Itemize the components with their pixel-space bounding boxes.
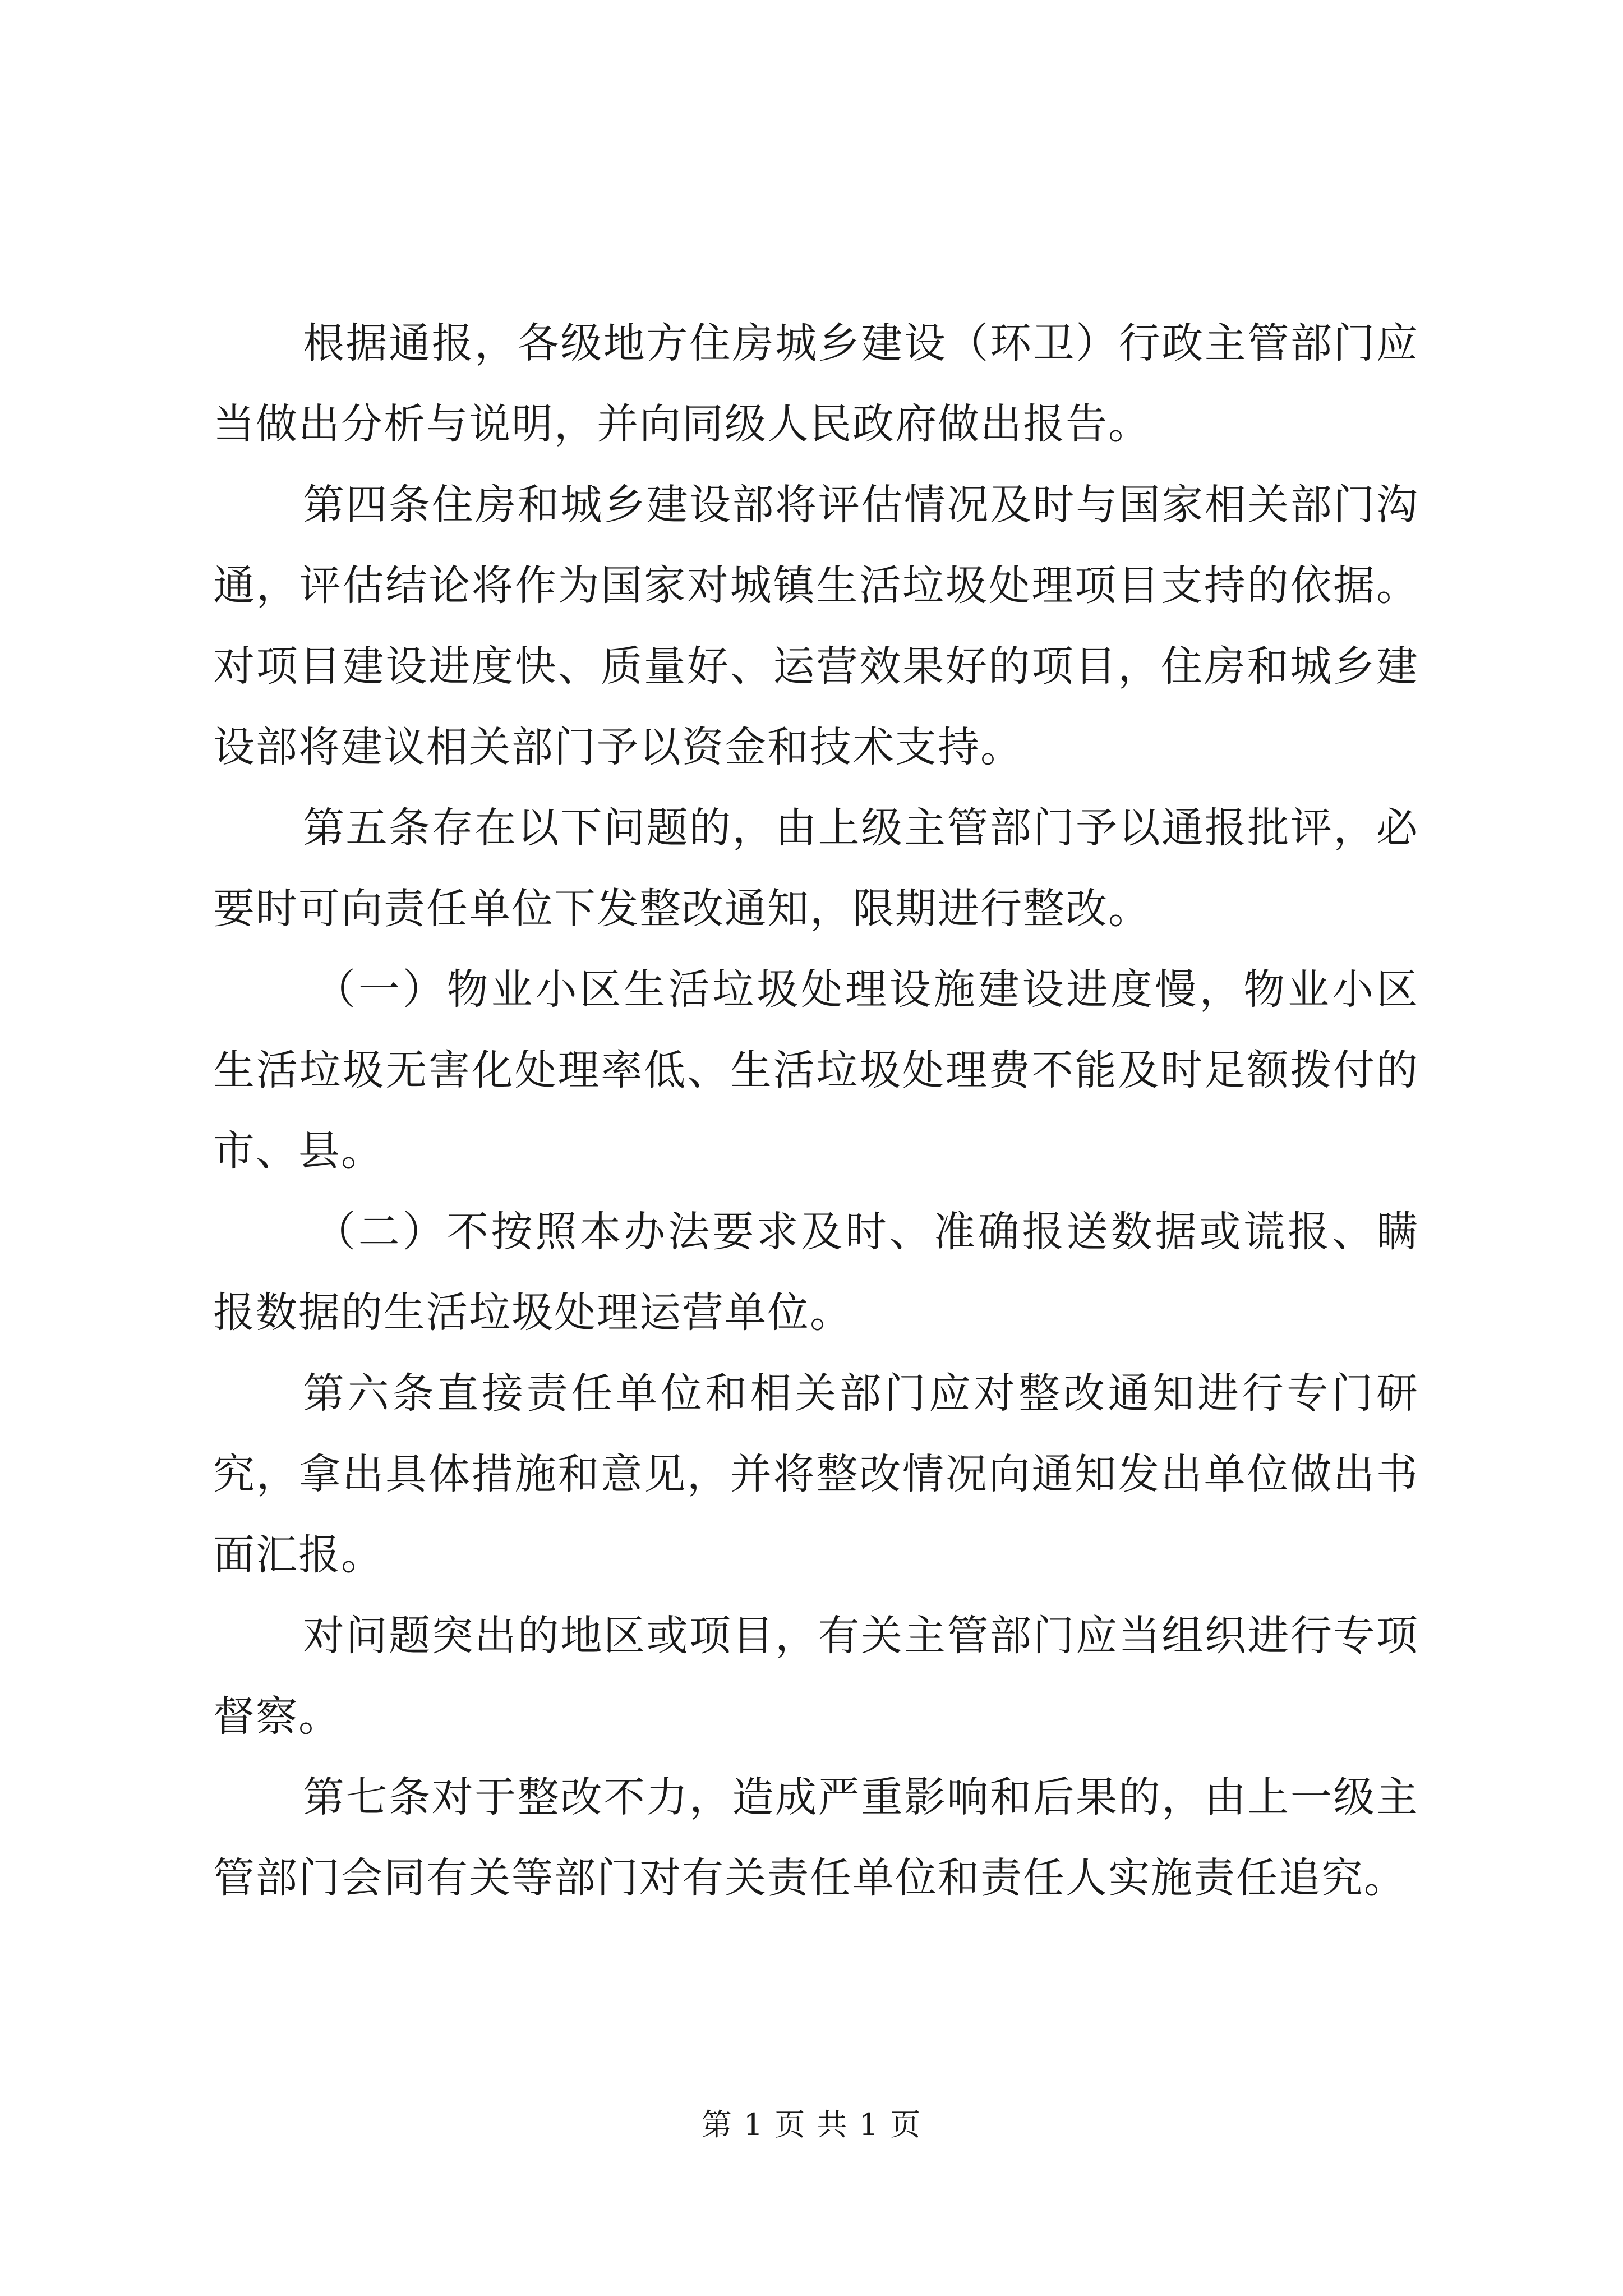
paragraph-inspection: 对问题突出的地区或项目，有关主管部门应当组织进行专项督察。 — [213, 1612, 1419, 1741]
paragraph-item-2: （二）不按照本办法要求及时、准确报送数据或谎报、瞒报数据的生活垃圾处理运营单位。 — [213, 1208, 1419, 1337]
paragraph-article-7: 第七条对于整改不力，造成严重影响和后果的，由上一级主管部门会同有关等部门对有关责任单位和责任人实施责任追究。 — [213, 1773, 1419, 1902]
paragraph-item-1: （一）物业小区生活垃圾处理设施建设进度慢，物业小区生活垃圾无害化处理率低、生活垃圾处理费不能及时足额拨付的市、县。 — [213, 965, 1419, 1175]
paragraph-article-6: 第六条直接责任单位和相关部门应对整改通知进行专门研究，拿出具体措施和意见，并将整改情况向通知发出单位做出书面汇报。 — [213, 1369, 1419, 1579]
paragraph-article-4: 第四条住房和城乡建设部将评估情况及时与国家相关部门沟通，评估结论将作为国家对城镇生活垃圾处理项目支持的依据。对项目建设进度快、质量好、运营效果好的项目，住房和城乡建设部将建议相关部门予以资金和技术支持。 — [213, 481, 1419, 771]
paragraph-report: 根据通报，各级地方住房城乡建设（环卫）行政主管部门应当做出分析与说明，并向同级人民政府做出报告。 — [213, 319, 1419, 448]
page-number-footer: 第 1 页 共 1 页 — [701, 2107, 922, 2142]
document-body — [213, 303, 1419, 1918]
paragraph-article-5: 第五条存在以下问题的，由上级主管部门予以通报批评，必要时可向责任单位下发整改通知，限期进行整改。 — [213, 804, 1419, 933]
